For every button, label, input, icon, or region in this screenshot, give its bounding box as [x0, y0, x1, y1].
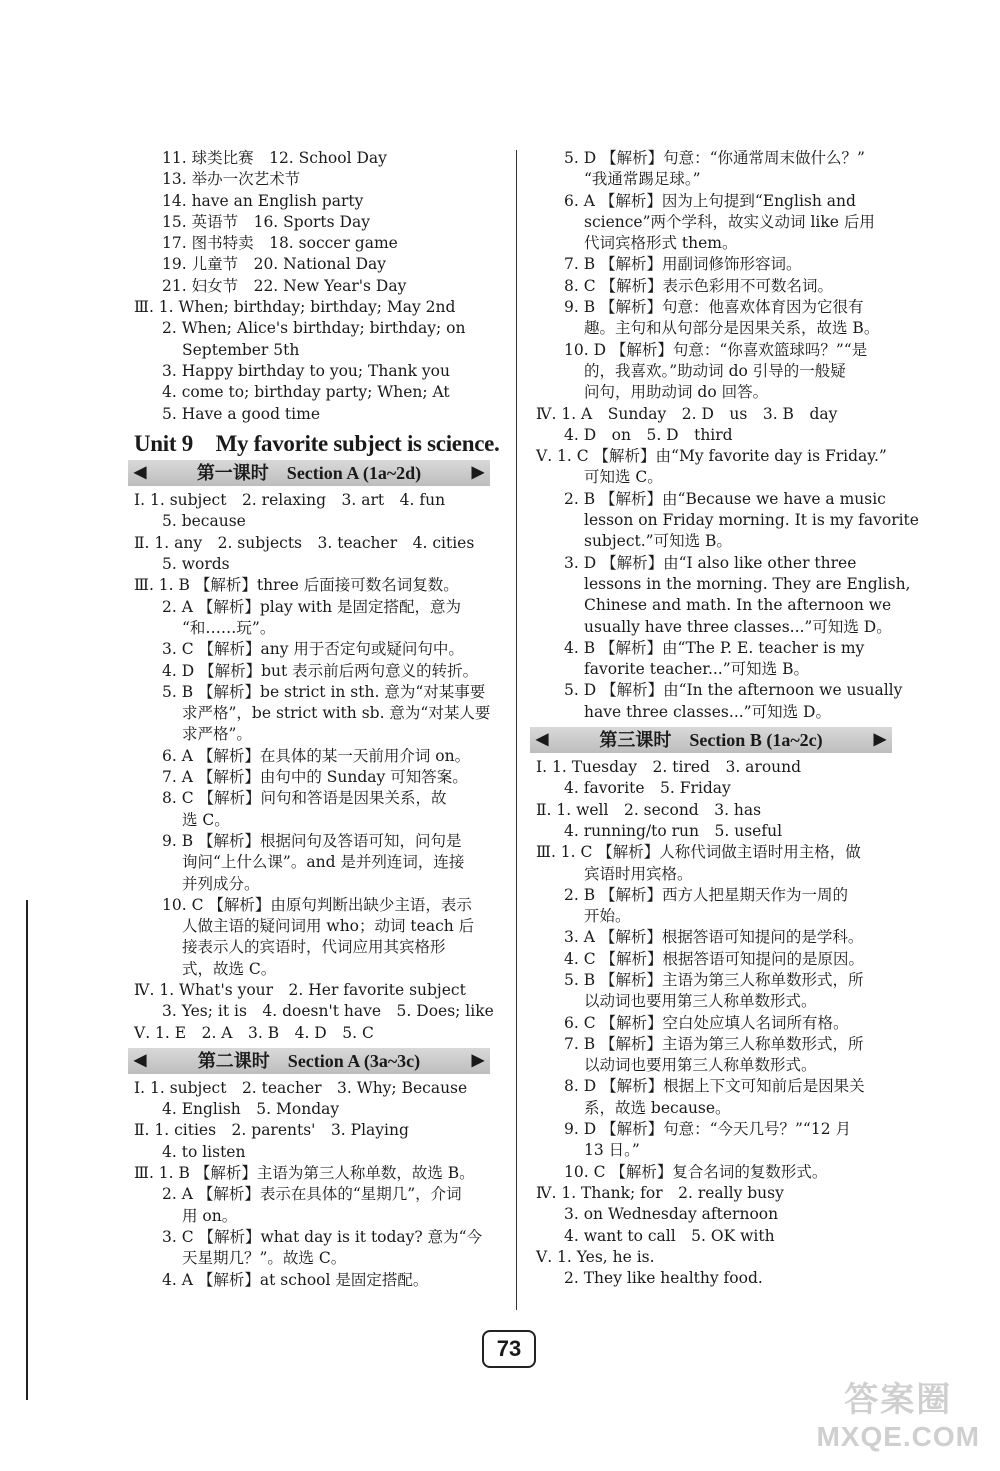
answer-line: 9. B 【解析】句意：他喜欢体育因为它很有 — [564, 298, 864, 317]
answer-line: “我通常踢足球。” — [584, 170, 701, 189]
answer-line: 14. have an English party — [162, 191, 364, 210]
triangle-left-icon: ◀ — [536, 731, 549, 749]
answer-line: 宾语时用宾格。 — [584, 864, 693, 883]
answer-line: Ⅴ. 1. E 2. A 3. B 4. D 5. C — [134, 1023, 374, 1042]
right-column — [536, 148, 919, 1289]
answer-line: 开始。 — [584, 907, 631, 926]
answer-line: 3. Happy birthday to you; Thank you — [162, 361, 450, 380]
answer-line: 10. C 【解析】由原句判断出缺少主语，表示 — [162, 895, 472, 914]
answer-line: 3. on Wednesday afternoon — [564, 1205, 779, 1224]
answer-line: 以动词也要用第三人称单数形式。 — [584, 992, 817, 1011]
triangle-right-icon: ▶ — [471, 464, 484, 482]
answer-line: 7. B 【解析】主语为第三人称单数形式，所 — [564, 1034, 864, 1053]
answer-line: Ⅳ. 1. Thank; for 2. really busy — [536, 1183, 784, 1202]
answer-line: 5. D 【解析】由“In the afternoon we usually — [564, 681, 903, 700]
answer-line: 6. A 【解析】在具体的某一天前用介词 on。 — [162, 746, 471, 765]
watermark-logo — [816, 1372, 980, 1453]
answer-line: 代词宾格形式 them。 — [584, 234, 738, 253]
answer-line: 系，故选 because。 — [584, 1098, 731, 1117]
answer-line: Ⅳ. 1. A Sunday 2. D us 3. B day — [536, 404, 838, 423]
answer-line: 选 C。 — [182, 810, 230, 829]
answer-line: 2. A 【解析】表示在具体的“星期几”，介词 — [162, 1185, 462, 1204]
answer-line: Chinese and math. In the afternoon we — [584, 596, 892, 615]
triangle-right-icon: ▶ — [873, 731, 886, 749]
answer-line: 4. want to call 5. OK with — [564, 1226, 775, 1245]
answer-line: subject.”可知选 B。 — [584, 532, 732, 551]
answer-line: 9. D 【解析】句意：“今天几号？”“12 月 — [564, 1120, 851, 1139]
answer-line: Ⅰ. 1. subject 2. relaxing 3. art 4. fun — [134, 491, 446, 510]
answer-line: 趣。主句和从句部分是因果关系，故选 B。 — [584, 319, 880, 338]
answer-line: 2. When; Alice's birthday; birthday; on — [162, 319, 466, 338]
left-column — [134, 148, 500, 1291]
answer-line: 4. to listen — [162, 1142, 246, 1161]
answer-line: 4. D 【解析】but 表示前后两句意义的转折。 — [162, 661, 479, 680]
answer-line: Ⅴ. 1. Yes, he is. — [536, 1247, 655, 1266]
answer-line: 19. 儿童节 20. National Day — [162, 255, 387, 274]
section-banner-label: 第三课时 Section B (1a~2c) — [599, 730, 823, 751]
unit-title: Unit 9 My favorite subject is science. — [134, 430, 500, 456]
answer-line: Ⅲ. 1. When; birthday; birthday; May 2nd — [134, 298, 456, 317]
answer-line: 用 on。 — [182, 1206, 238, 1225]
answer-line: 15. 英语节 16. Sports Day — [162, 212, 370, 231]
answer-line: have three classes...”可知选 D。 — [584, 702, 831, 721]
answer-line: 3. Yes; it is 4. doesn't have 5. Does; like — [162, 1002, 494, 1021]
answer-line: 式，故选 C。 — [182, 959, 277, 978]
section-banner-label: 第二课时 Section A (3a~3c) — [197, 1050, 421, 1071]
triangle-left-icon: ◀ — [134, 1051, 147, 1069]
answer-line: science”两个学科，故实义动词 like 后用 — [584, 212, 875, 231]
section-banner — [128, 1048, 490, 1074]
answer-line: 5. because — [162, 512, 246, 531]
answer-line: 4. A 【解析】at school 是固定搭配。 — [162, 1270, 429, 1289]
answer-line: 询问“上什么课”。and 是并列连词，连接 — [182, 853, 465, 872]
answer-line: Ⅲ. 1. B 【解析】three 后面接可数名词复数。 — [134, 576, 459, 595]
answer-line: 求严格”。 — [182, 725, 252, 744]
page-edge-line — [26, 900, 28, 1400]
watermark-text: 答案圈 — [844, 1381, 953, 1419]
answer-line: 问句，用助动词 do 回答。 — [584, 383, 769, 402]
answer-line: 17. 图书特卖 18. soccer game — [162, 234, 398, 253]
answer-line: 4. B 【解析】由“The P. E. teacher is my — [564, 638, 865, 657]
answer-line: Ⅲ. 1. B 【解析】主语为第三人称单数，故选 B。 — [134, 1164, 475, 1183]
answer-line: 3. D 【解析】由“I also like other three — [564, 553, 857, 572]
answer-line: Ⅰ. 1. subject 2. teacher 3. Why; Because — [134, 1078, 468, 1097]
answer-line: 6. A 【解析】因为上句提到“English and — [564, 191, 856, 210]
triangle-right-icon: ▶ — [471, 1051, 484, 1069]
answer-line: 天星期几？”。故选 C。 — [182, 1249, 347, 1268]
answer-line: September 5th — [182, 340, 300, 359]
answer-line: “和……玩”。 — [182, 618, 276, 637]
answer-line: Ⅱ. 1. well 2. second 3. has — [536, 800, 762, 819]
answer-line: lessons in the morning. They are English, — [584, 574, 911, 593]
answer-line: 4. running/to run 5. useful — [564, 821, 783, 840]
answer-line: 4. C 【解析】根据答语可知提问的是原因。 — [564, 949, 865, 968]
answer-line: 5. Have a good time — [162, 404, 320, 423]
answer-line: 5. D 【解析】句意：“你通常周末做什么？” — [564, 149, 865, 167]
answer-line: 4. come to; birthday party; When; At — [162, 383, 450, 402]
answer-line: 9. B 【解析】根据问句及答语可知，问句是 — [162, 831, 462, 850]
answer-line: 10. C 【解析】复合名词的复数形式。 — [564, 1162, 828, 1181]
answer-line: Ⅱ. 1. cities 2. parents' 3. Playing — [134, 1121, 409, 1140]
answer-line: 2. They like healthy food. — [564, 1269, 763, 1288]
answer-line: 3. C 【解析】what day is it today? 意为“今 — [162, 1227, 483, 1246]
answer-line: 4. English 5. Monday — [162, 1100, 340, 1119]
answer-line: 5. words — [162, 555, 230, 574]
section-banner — [128, 460, 490, 486]
answer-line: 7. A 【解析】由句中的 Sunday 可知答案。 — [162, 768, 468, 787]
answer-line: 13 日。” — [584, 1141, 640, 1160]
triangle-left-icon: ◀ — [134, 464, 147, 482]
answer-line: 4. D on 5. D third — [564, 425, 733, 444]
answer-line: 人做主语的疑问词用 who；动词 teach 后 — [182, 917, 475, 936]
answer-line: 8. D 【解析】根据上下文可知前后是因果关 — [564, 1077, 865, 1096]
answer-line: 21. 妇女节 22. New Year's Day — [162, 276, 407, 295]
section-banner-label: 第一课时 Section A (1a~2d) — [196, 463, 422, 484]
answer-line: 11. 球类比赛 12. School Day — [162, 149, 387, 167]
answer-line: 5. B 【解析】主语为第三人称单数形式，所 — [564, 970, 864, 989]
answer-line: 10. D 【解析】句意：“你喜欢篮球吗？”“是 — [564, 340, 868, 359]
answer-line: Ⅲ. 1. C 【解析】人称代词做主语时用主格，做 — [536, 843, 861, 862]
answer-line: 8. C 【解析】表示色彩用不可数名词。 — [564, 276, 834, 295]
answer-line: Ⅰ. 1. Tuesday 2. tired 3. around — [536, 758, 802, 777]
column-divider — [516, 150, 517, 1310]
answer-line: 3. C 【解析】any 用于否定句或疑问句中。 — [162, 640, 464, 659]
answer-line: 的，我喜欢。”助动词 do 引导的一般疑 — [584, 361, 846, 380]
watermark-url: MXQE.COM — [816, 1421, 980, 1452]
answer-line: Ⅴ. 1. C 【解析】由“My favorite day is Friday.” — [536, 447, 887, 466]
answer-line: 6. C 【解析】空白处应填人名词所有格。 — [564, 1013, 849, 1032]
answer-line: favorite teacher...”可知选 B。 — [584, 660, 809, 679]
answer-line: usually have three classes...”可知选 D。 — [584, 617, 892, 636]
answer-line: 以动词也要用第三人称单数形式。 — [584, 1056, 817, 1075]
answer-line: 8. C 【解析】问句和答语是因果关系，故 — [162, 789, 447, 808]
answer-line: 2. A 【解析】play with 是固定搭配，意为 — [162, 597, 462, 616]
answer-line: Ⅱ. 1. any 2. subjects 3. teacher 4. cities — [134, 533, 475, 552]
answer-line: 3. A 【解析】根据答语可知提问的是学科。 — [564, 928, 864, 947]
answer-line: 可知选 C。 — [584, 468, 663, 487]
answer-line: 并列成分。 — [182, 874, 260, 893]
answer-line: Ⅳ. 1. What's your 2. Her favorite subject — [134, 980, 466, 999]
answer-line: 2. B 【解析】西方人把星期天作为一周的 — [564, 885, 849, 904]
page-number: 73 — [482, 1330, 536, 1368]
section-banner — [530, 727, 892, 753]
answer-line: lesson on Friday morning. It is my favorite — [584, 511, 919, 530]
answer-line: 求严格”，be strict with sb. 意为“对某人要 — [182, 704, 491, 723]
answer-line: 4. favorite 5. Friday — [564, 779, 731, 798]
answer-line: 5. B 【解析】be strict in sth. 意为“对某事要 — [162, 682, 486, 701]
answer-line: 接表示人的宾语时，代词应用其宾格形 — [182, 938, 446, 957]
answer-line: 7. B 【解析】用副词修饰形容词。 — [564, 255, 802, 274]
answer-line: 13. 举办一次艺术节 — [162, 170, 301, 189]
answer-line: 2. B 【解析】由“Because we have a music — [564, 489, 886, 508]
